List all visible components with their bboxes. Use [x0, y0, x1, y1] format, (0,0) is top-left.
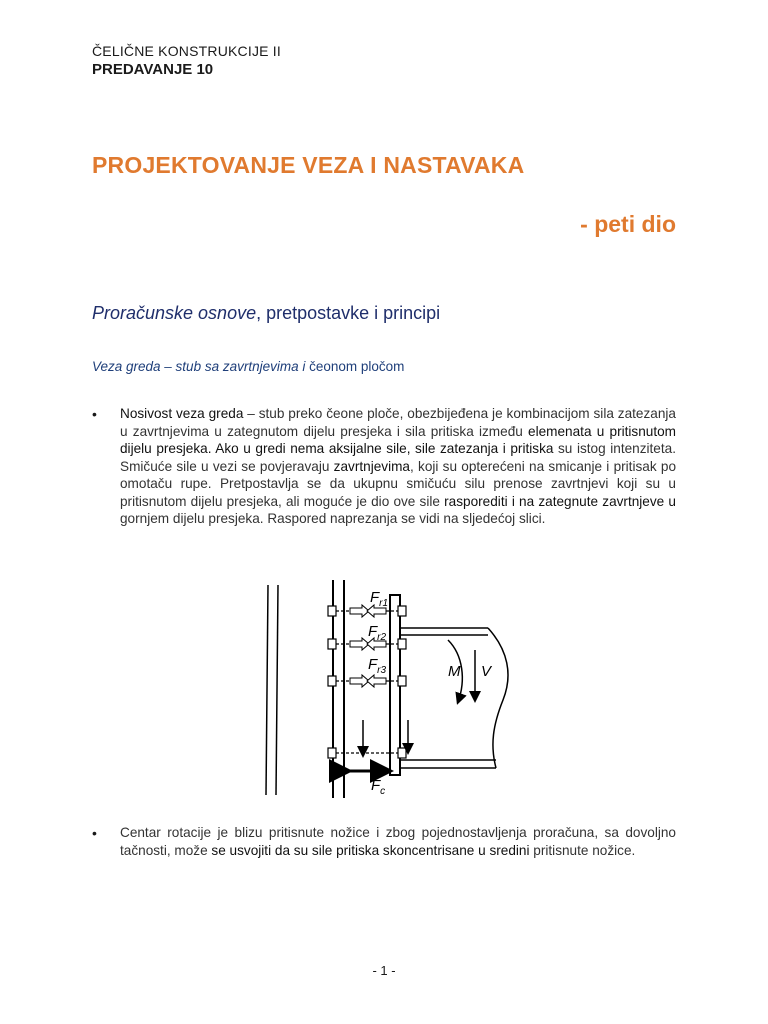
p1-s8: gornjem dijelu presjeka. Raspored naprezanja se vidi na sljedećoj slici.: [120, 511, 546, 526]
label-fc-sub: c: [380, 786, 386, 797]
course-name: ČELIČNE KONSTRUKCIJE II: [92, 43, 281, 59]
page-number: - 1 -: [372, 963, 396, 978]
label-fr2-main: F: [368, 623, 378, 640]
paragraph-1: [120, 405, 676, 528]
lecture-number: PREDAVANJE 10: [92, 61, 214, 78]
p1-s5: zavrtnjevima: [333, 458, 410, 474]
label-moment: M: [448, 663, 461, 680]
section-heading: [92, 303, 440, 324]
bullet-marker: •: [92, 825, 97, 841]
p2-s1: Centar rotacije je blizu pritisnute nožice i zbog pojednostavljenja proračuna, sa dovoljno tačnosti, može: [120, 825, 676, 858]
p1-s7: rasporediti i na zategnute zavrtnjeve u: [444, 493, 676, 509]
beam: [400, 628, 508, 768]
p1-s2: – stub preko čeone ploče, obezbijeđena je kombinacijom sila zatezanja u zavrtnjevima u zategnutom dijelu presjeka i sila pritiska između: [120, 406, 676, 439]
label-fr3: [368, 656, 387, 676]
label-fr2: [368, 623, 387, 643]
subsection-heading: [92, 359, 404, 374]
label-fr3-sub: r3: [377, 665, 387, 676]
subsection-heading-part1: Veza greda – stub sa zavrtnjevima i: [92, 359, 310, 374]
p1-s6: , koji su opterećeni na smicanje i pritisak po omotaču rupe. Pretpostavlja se da ukupnu smičuću silu prenose zavrtnjevi koji su u pritisnutom dijelu presjeka, ali moguće je dio ove sile: [120, 458, 676, 509]
p1-s3: elemenata u pritisnutom dijelu presjeka. Ako u gredi nema aksijalne sile, sile zatezanja i pritiska: [120, 423, 676, 456]
page-title: PROJEKTOVANJE VEZA I NASTAVAKA: [92, 152, 525, 178]
label-fc-main: F: [371, 777, 381, 794]
section-heading-part1: Proračunske osnove: [92, 303, 257, 323]
label-fr1-sub: r1: [379, 598, 389, 609]
section-heading-part2: , pretpostavke i principi: [256, 303, 441, 323]
p2-s2: se usvojiti da su sile pritiska skoncentrisane u sredini: [211, 842, 530, 858]
label-fr1-main: F: [370, 589, 380, 606]
subsection-heading-part2: čeonom pločom: [309, 359, 405, 374]
p1-s4: su istog intenziteta. Smičuće sile u vezi se povjeravaju: [120, 441, 676, 474]
p2-s3: pritisnute nožice.: [529, 842, 636, 858]
paragraph-2: [120, 824, 676, 859]
page-subtitle: - peti dio: [580, 211, 676, 237]
label-fc: [371, 777, 385, 797]
label-fr3-main: F: [368, 656, 378, 673]
label-shear: V: [481, 663, 492, 680]
connection-diagram: [258, 580, 528, 798]
bullet-marker: •: [92, 406, 97, 422]
label-fr2-sub: r2: [377, 632, 387, 643]
p1-s1: Nosivost veza greda: [120, 406, 244, 421]
